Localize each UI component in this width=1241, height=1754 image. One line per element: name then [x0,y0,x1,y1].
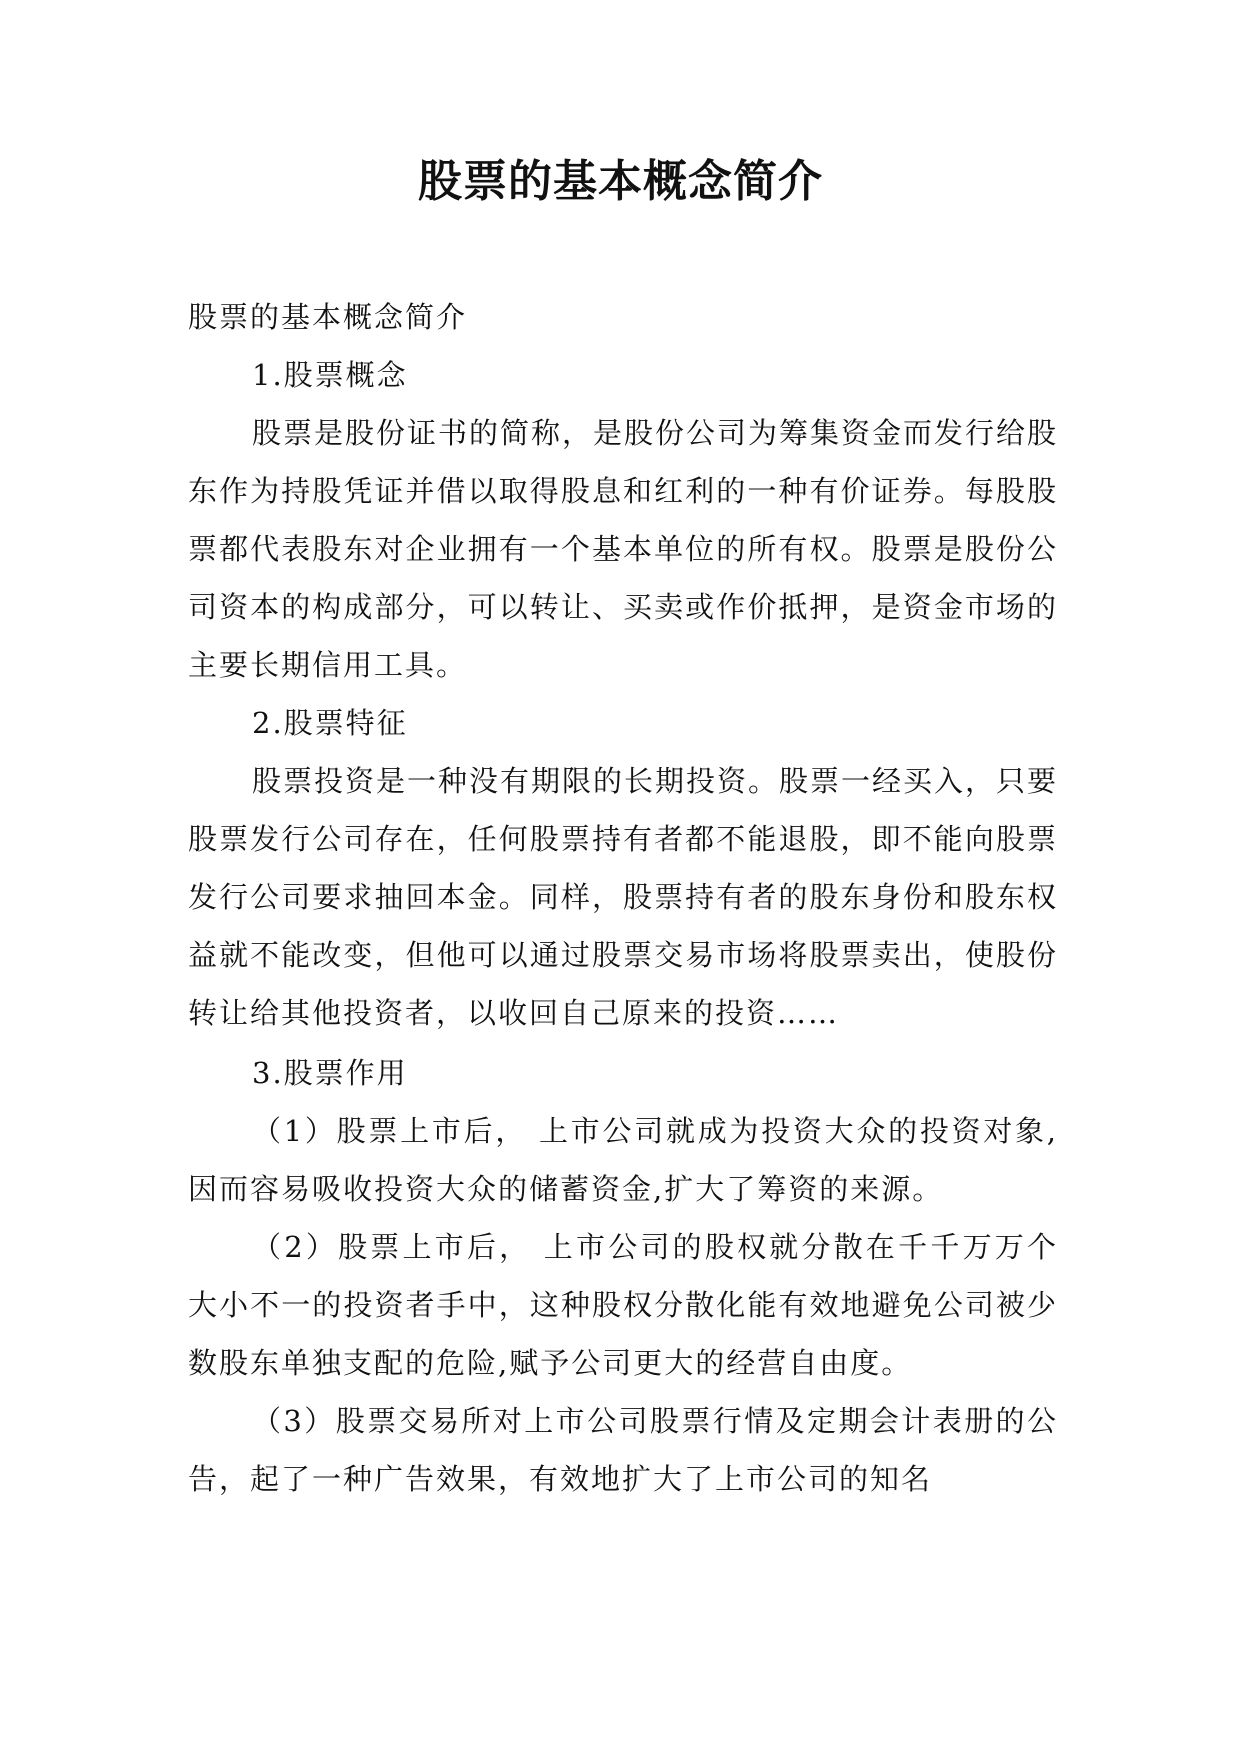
section-heading-features: 2.股票特征 [252,706,408,740]
document-title: 股票的基本概念简介 [418,156,823,207]
document-body [188,288,1058,1508]
paragraph-function-1: （1）股票上市后， 上市公司就成为投资大众的投资对象,因而容易吸收投资大众的储蓄资金,扩大了筹资的来源。 [188,1114,1058,1206]
paragraph-concept: 股票是股份证书的简称，是股份公司为筹集资金而发行给股东作为持股凭证并借以取得股息和红利的一种有价证券。每股股票都代表股东对企业拥有一个基本单位的所有权。股票是股份公司资本的构成部分，可以转让、买卖或作价抵押，是资金市场的主要长期信用工具。 [188,416,1059,682]
paragraph-function-2: （2）股票上市后， 上市公司的股权就分散在千千万万个大小不一的投资者手中，这种股权分散化能有效地避免公司被少数股东单独支配的危险,赋予公司更大的经营自由度。 [188,1230,1058,1380]
paragraph-function-3: （3）股票交易所对上市公司股票行情及定期会计表册的公告，起了一种广告效果，有效地扩大了上市公司的知名 [188,1404,1058,1496]
paragraph-features: 股票投资是一种没有期限的长期投资。股票一经买入，只要股票发行公司存在，任何股票持有者都不能退股，即不能向股票发行公司要求抽回本金。同样，股票持有者的股东身份和股东权益就不能改变，但他可以通过股票交易市场将股票卖出，使股份转让给其他投资者，以收回自己原来的投资…… [188,764,1059,1030]
body-heading: 股票的基本概念简介 [188,300,468,334]
section-heading-functions: 3.股票作用 [252,1056,408,1090]
section-heading-concept: 1.股票概念 [252,358,408,392]
